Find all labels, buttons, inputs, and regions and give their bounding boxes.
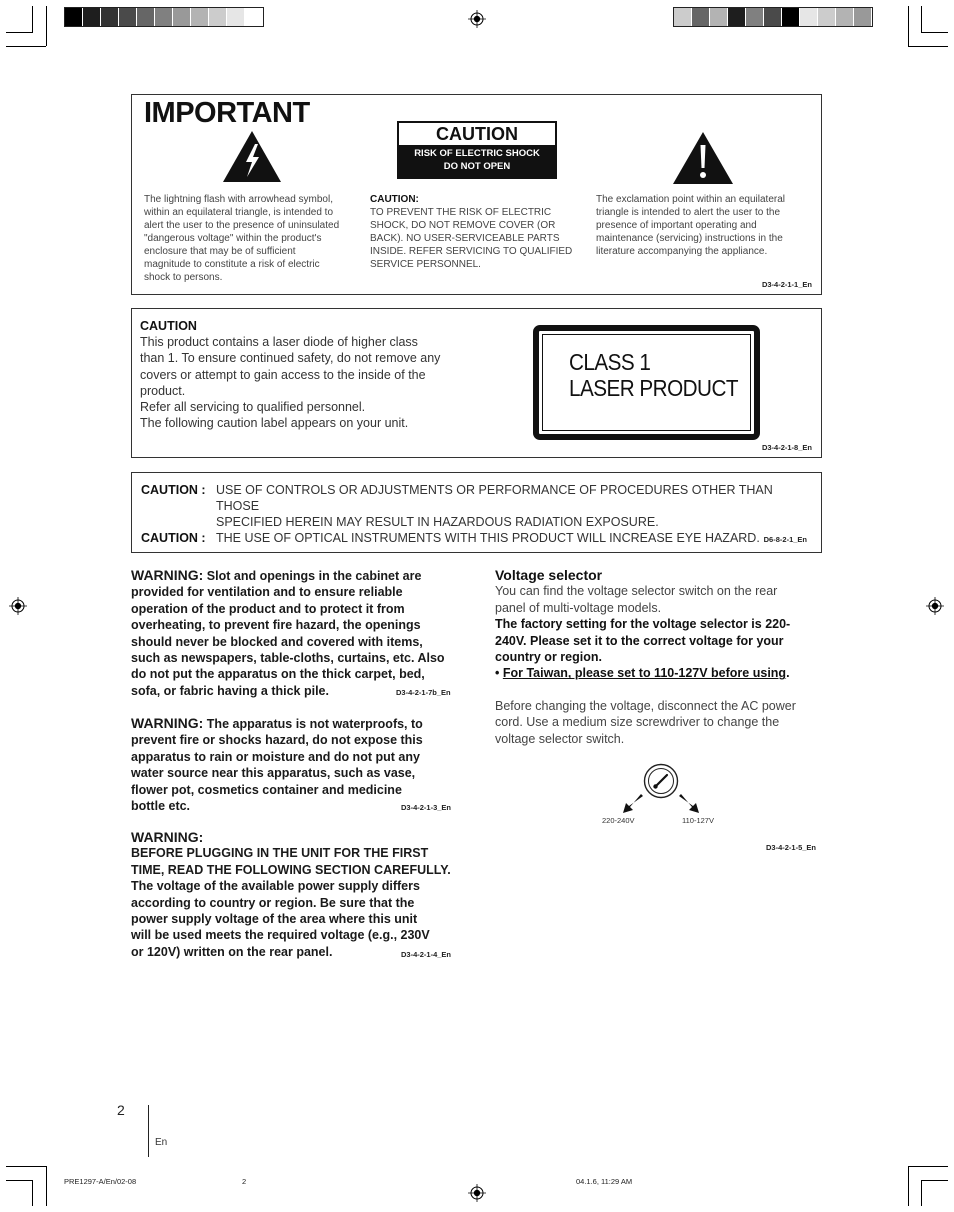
voltage-label-110-127: 110-127V — [682, 816, 714, 825]
color-swatch — [173, 8, 191, 26]
color-bar-left — [64, 7, 264, 27]
color-swatch — [245, 8, 263, 26]
color-swatch — [155, 8, 173, 26]
laser-caution-text: CAUTION This product contains a laser diode of higher class than 1. To ensure continued safety, do not remove any covers or attempt to gain access to the inside of the product. Refer all servicing to qualified personnel. The following caution label appears on your unit. — [140, 319, 441, 431]
reference-code: D3-4-2-1-4_En — [401, 950, 452, 959]
color-swatch — [83, 8, 101, 26]
footer-divider — [148, 1105, 149, 1157]
color-swatch — [764, 8, 782, 26]
registration-mark-top-icon — [468, 10, 486, 28]
color-swatch — [692, 8, 710, 26]
registration-mark-right-icon — [926, 597, 944, 615]
color-swatch — [101, 8, 119, 26]
color-swatch — [800, 8, 818, 26]
important-title: IMPORTANT — [144, 97, 310, 129]
color-swatch — [137, 8, 155, 26]
color-swatch — [818, 8, 836, 26]
registration-mark-left-icon — [9, 597, 27, 615]
voltage-selector-title: Voltage selector — [495, 567, 603, 583]
laser-caution-box — [131, 308, 822, 458]
reference-code: D3-4-2-1-7b_En — [396, 688, 451, 697]
color-swatch — [119, 8, 137, 26]
lightning-triangle-icon — [222, 130, 282, 183]
print-slug-page: 2 — [242, 1177, 247, 1186]
caution-label-body: RISK OF ELECTRIC SHOCK DO NOT OPEN — [399, 145, 555, 177]
important-box — [131, 94, 822, 295]
language-code: En — [155, 1137, 168, 1148]
print-slug-job: PRE1297-A/En/02-08 — [64, 1177, 137, 1186]
caution-label-head: CAUTION — [436, 124, 518, 144]
color-swatch — [227, 8, 245, 26]
reference-code: D3-4-2-1-5_En — [766, 843, 817, 852]
caution-description: CAUTION: TO PREVENT THE RISK OF ELECTRIC SHOCK, DO NOT REMOVE COVER (OR BACK). NO USER-SERVICEABLE PARTS INSIDE. REFER SERVICING TO QUALIFIED SERVICE PERSONNEL. — [370, 194, 573, 270]
color-swatch — [65, 8, 83, 26]
color-swatch — [191, 8, 209, 26]
color-swatch — [782, 8, 800, 26]
caution-shock-label — [397, 121, 557, 179]
color-swatch — [209, 8, 227, 26]
voltage-label-220-240: 220-240V — [602, 816, 635, 825]
print-slug-date: 04.1.6, 11:29 AM — [576, 1177, 633, 1186]
color-swatch — [746, 8, 764, 26]
radiation-caution-box: CAUTION : USE OF CONTROLS OR ADJUSTMENTS OR PERFORMANCE OF PROCEDURES OTHER THAN THOSE SPECIFIED HEREIN MAY RESULT IN HAZARDOUS RADIATION EXPOSURE. CAUTION : THE USE OF OPTICAL INSTRUMENTS WITH THIS PRODUCT WILL INCREASE EYE HAZARD. D6-8-2-1_En — [131, 472, 822, 553]
registration-mark-bottom-icon — [468, 1184, 486, 1202]
page-number: 2 — [117, 1102, 125, 1118]
warning-ventilation: WARNING: Slot and openings in the cabinet are provided for ventilation and to ensure reliable operation of the product and to protect it from overheating, to prevent fire hazard, the openings should never be blocked and covered with items, such as newspapers, table-cloths, curtains, etc. Also do not put the apparatus on the thick carpet, bed, sofa, or fabric having a thick pile. — [131, 567, 445, 698]
color-swatch — [854, 8, 872, 26]
reference-code: D3-4-2-1-8_En — [761, 443, 812, 452]
lightning-description: The lightning flash with arrowhead symbol, within an equilateral triangle, is intended to alert the user to the presence of uninsulated "dangerous voltage" within the product's enclosure that may be of sufficient magnitude to constitute a risk of electric shock to persons. — [144, 194, 340, 283]
warning-power-supply: WARNING: BEFORE PLUGGING IN THE UNIT FOR THE FIRST TIME, READ THE FOLLOWING SECTION CAREFULLY. The voltage of the available power supply differs according to country or region. Be sure that the power supply voltage of the area where this unit will be used meets the required voltage (e.g., 230V or 120V) written on the rear panel. — [131, 829, 451, 959]
reference-code: D3-4-2-1-3_En — [401, 803, 452, 812]
exclamation-description: The exclamation point within an equilateral triangle is intended to alert the user to the presence of important operating and maintenance (servicing) instructions in the literature accompanying the appliance. — [596, 194, 785, 257]
color-swatch — [728, 8, 746, 26]
warning-waterproof: WARNING: The apparatus is not waterproofs, to prevent fire or shocks hazard, do not expose this apparatus to rain or moisture and do not put any water source near this apparatus, such as vase, flower pot, cosmetics container and medicine bottle etc. — [131, 715, 423, 814]
voltage-selector-section: Voltage selector You can find the voltage selector switch on the rear panel of multi-voltage models. The factory setting for the voltage selector is 220- 240V. Please set it to the correct voltage for your country or region. • For Taiwan, please set to 110-127V before using. Before changing the voltage, disconnect the AC power cord. Use a medium size screwdriver to change the voltage selector switch. — [495, 567, 825, 747]
color-swatch — [710, 8, 728, 26]
class1-laser-label: CLASS 1 LASER PRODUCT — [533, 325, 760, 440]
color-swatch — [674, 8, 692, 26]
exclamation-triangle-icon — [672, 131, 734, 185]
factory-setting-note: The factory setting for the voltage selector is 220- 240V. Please set it to the correct voltage for your country or region. • For Taiwan, please set to 110-127V before using. — [495, 617, 791, 681]
reference-code: D6-8-2-1_En — [763, 535, 807, 544]
color-bar-right — [673, 7, 873, 27]
voltage-switch-diagram-icon — [620, 760, 705, 816]
reference-code: D3-4-2-1-1_En — [761, 280, 812, 289]
color-swatch — [836, 8, 854, 26]
